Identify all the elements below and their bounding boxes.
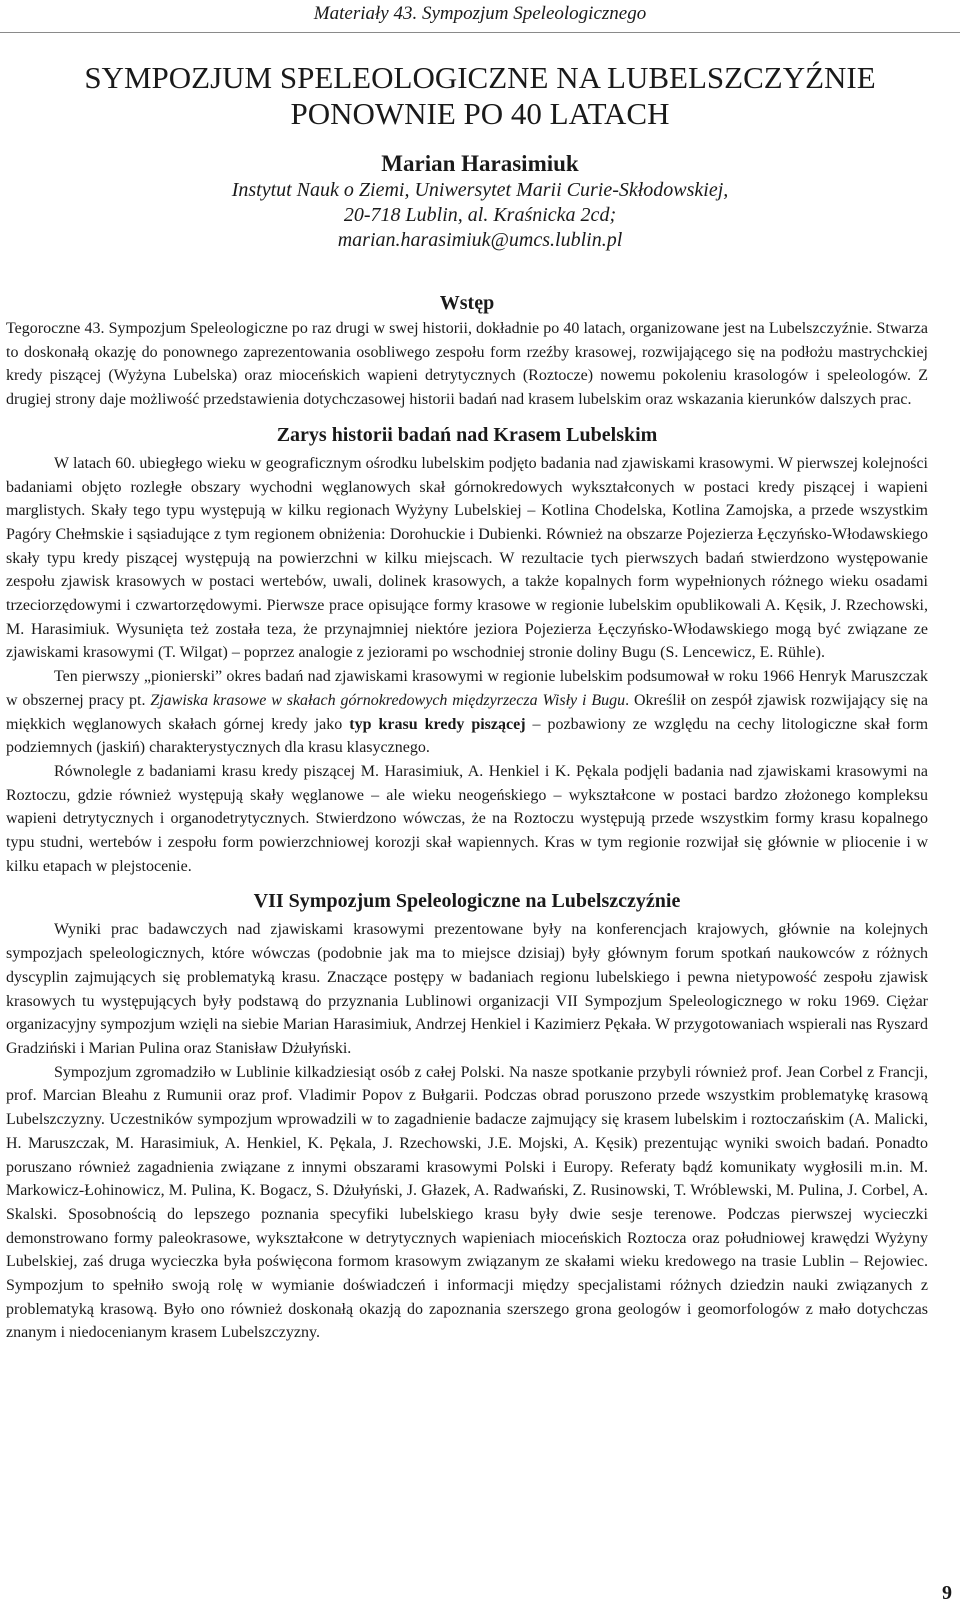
title-line-2: PONOWNIE PO 40 LATACH [290, 96, 670, 131]
page-number: 9 [942, 1582, 952, 1604]
karst-type-term: typ krasu kredy piszącej [349, 715, 526, 733]
history-p2-text-c: – pozbawiony ze względu na cechy litologiczne skał form podziemnych (jaskiń) charakterystycznych dla krasu klasycznego. [6, 715, 929, 757]
title-line-1: SYMPOZJUM SPELEOLOGICZNE NA LUBELSZCZYŹNIE [84, 60, 876, 95]
paper-title [0, 60, 960, 132]
affiliation-line-1: Instytut Nauk o Ziemi, Uniwersytet Marii Curie-Skłodowskiej, [231, 179, 729, 201]
vii-paragraph-1: Wyniki prac badawczych nad zjawiskami krasowymi prezentowane były na konferencjach krajowych, głównie na kolejnych sympozjach speleologicznych, które wówczas (podobnie jak ma to miejsce dzisiaj) były głównym forum spotkań naukowców z różnych dyscyplin zajmujących się problematyką krasu. Znaczące postępy w badaniach regionu lubelskiego i pewna nietypowość zespołu zjawisk krasowych tu występujących były podstawą do przyznania Lublinowi organizacji VII Sympozjum Speleologicznego w roku 1969. Ciężar organizacyjny sympozjum wzięli na siebie Marian Harasimiuk, Andrzej Henkiel i Kazimierz Pękała. W przygotowaniach wspierali nas Ryszard Gradziński i Marian Pulina oraz Stanisław Dżułyński. [6, 921, 928, 1057]
author-name: Marian Harasimiuk [381, 151, 579, 176]
history-p2-text-a: Ten pierwszy „pionierski” okres badań nad zjawiskami krasowymi w regionie lubelskim podsumował w roku 1966 Henryk Maruszczak w obszernej pracy pt. [6, 668, 928, 709]
author-block [0, 150, 960, 253]
intro-paragraph: Tegoroczne 43. Sympozjum Speleologiczne po raz drugi w swej historii, dokładnie po 40 latach, organizowane jest na Lubelszczyźnie. Stwarza to doskonałą okazję do ponownego zaprezentowania osobliwego zespołu form rzeźby krasowej, rozwijającego się na podłożu mastrychckiej kredy piszącej (Wyżyna Lubelska) oraz mioceńskich wapieni detrytycznych (Roztocze) nowemu pokoleniu krasologów i speleologów. Z drugiej strony daje możliwość przedstawienia dotychczasowej historii badań nad krasem lubelskim oraz wskazania kierunków dalszych prac. [6, 320, 928, 409]
section-heading-intro: Wstęp [439, 292, 495, 314]
history-paragraph-1: W latach 60. ubiegłego wieku w geograficznym ośrodku lubelskim podjęto badania nad zjawiskami krasowymi. W pierwszej kolejności badaniami objęto rozległe obszary wychodni węglanowych skał górnokredowych wykształconych w postaci kredy piszącej i wapieni marglistych. Skały tego typu występują w kilku regionach Wyżyny Lubelskiej – Kotlina Chodelska, Kotlina Zamojska, a przede wszystkim Pagóry Chełmskie i sąsiadujące z tym regionem obniżenia: Dorohuckie i Dubienki. Również na obszarze Pojezierza Łęczyńsko-Włodawskiego skały typu kredy piszącej występują na powierzchni w kilku miejscach. W rezultacie tych pierwszych badań stwierdzono występowanie zespołu zjawisk krasowych w postaci wertebów, uwali, dolinek krasowych, a także kopalnych form wypełnionych różnego wieku osadami trzeciorzędowymi i czwartorzędowymi. Pierwsze prace opisujące formy krasowe w regionie lubelskim opublikowali A. Kęsik, J. Rzechowski, M. Harasimiuk. Wysunięta też została teza, że przynajmniej niektóre jeziora Pojezierza Łęczyńsko-Włodawskiego mogą być związane ze zjawiskami krasowymi (T. Wilgat) – poprzez analogie z jeziorami po wschodniej stronie doliny Bugu (S. Lencewicz, E. Rühle). [6, 454, 928, 662]
author-email[interactable]: marian.harasimiuk@umcs.lublin.pl [337, 229, 623, 251]
history-paragraph-2 [6, 665, 928, 760]
article-body [6, 290, 928, 1345]
vii-paragraph-2: Sympozjum zgromadziło w Lublinie kilkadziesiąt osób z całej Polski. Na nasze spotkanie przybyli również prof. Jean Corbel z Francji, prof. Marcian Bleahu z Rumunii oraz prof. Vladimir Popov z Bułgarii. Podczas obrad poruszono przede wszystkim problematykę krasową Lubelszczyzny. Uczestników sympozjum wprowadzili w to zagadnienie badacze zajmujący się krasem lubelskim i roztoczańskim (A. Malicki, H. Maruszczak, M. Harasimiuk, A. Henkiel, K. Pękala, J. Rzechowski, J.E. Mojski, A. Kęsik) prezentując wyniki swoich badań. Ponadto poruszano również zagadnienia związane z innymi obszarami krasowymi Polski i Europy. Referaty bądź komunikaty wygłosili m.in. M. Markowicz-Łohinowicz, M. Pulina, K. Bogacz, S. Dżułyński, J. Głazek, A. Radwański, Z. Rusinowski, T. Wróblewski, M. Pulina, J. Corbel, A. Skalski. Sposobnością do lepszego poznania specyfiki lubelskiego krasu były dwie sesje terenowe. Podczas pierwszej wycieczki demonstrowano formy paleokrasowe, wykształcone w detrytycznych wapieniach mioceńskich Roztocza oraz południowej krawędzi Wyżyny Lubelskiej, zaś druga wycieczka była poświęcona formom krasowym związanym ze skałami wieku kredowego na trasie Lublin – Rejowiec. Sympozjum to spełniło swoją rolę w wymianie doświadczeń i informacji między specjalistami różnych dziedzin nauki związanych z problematyką krasową. Było ono również doskonałą okazją do zapoznania szerszego grona geologów i geomorfologów z mało dotychczas znanym i niedocenianym krasem Lubelszczyzny. [6, 1063, 928, 1342]
header-divider [0, 32, 960, 33]
running-header: Materiały 43. Sympozjum Speleologicznego [313, 3, 647, 24]
cited-work-title: Zjawiska krasowe w skałach górnokredowych międzyrzecza Wisły i Bugu [150, 691, 626, 709]
section-heading-vii-symposium: VII Sympozjum Speleologiczne na Lubelszczyźnie [253, 890, 681, 913]
affiliation-line-2: 20-718 Lublin, al. Kraśnicka 2cd; [343, 204, 617, 226]
section-heading-history: Zarys historii badań nad Krasem Lubelskim [276, 423, 658, 446]
history-paragraph-3: Równolegle z badaniami krasu kredy piszącej M. Harasimiuk, A. Henkiel i K. Pękala podjęli badania nad zjawiskami krasowymi na Roztoczu, gdzie również występują skały węglanowe – ale wieku neogeńskiego – wykształcone w postaci bardzo złożonego kompleksu wapieni detrytycznych i organodetrytycznych. Stwierdzono wówczas, że na Roztoczu występują przede wszystkim formy krasu kopalnego typu studni, wertebów i zespołu form powierzchniowej korozji skał wapiennych. Kras w tym regionie rozwijał się głównie w pliocenie i w kilku etapach w plejstocenie. [6, 762, 928, 875]
history-p2-text-b: . Określił on zespół zjawisk rozwijający się na miękkich węglanowych skałach górnej kredy jako [6, 691, 929, 733]
